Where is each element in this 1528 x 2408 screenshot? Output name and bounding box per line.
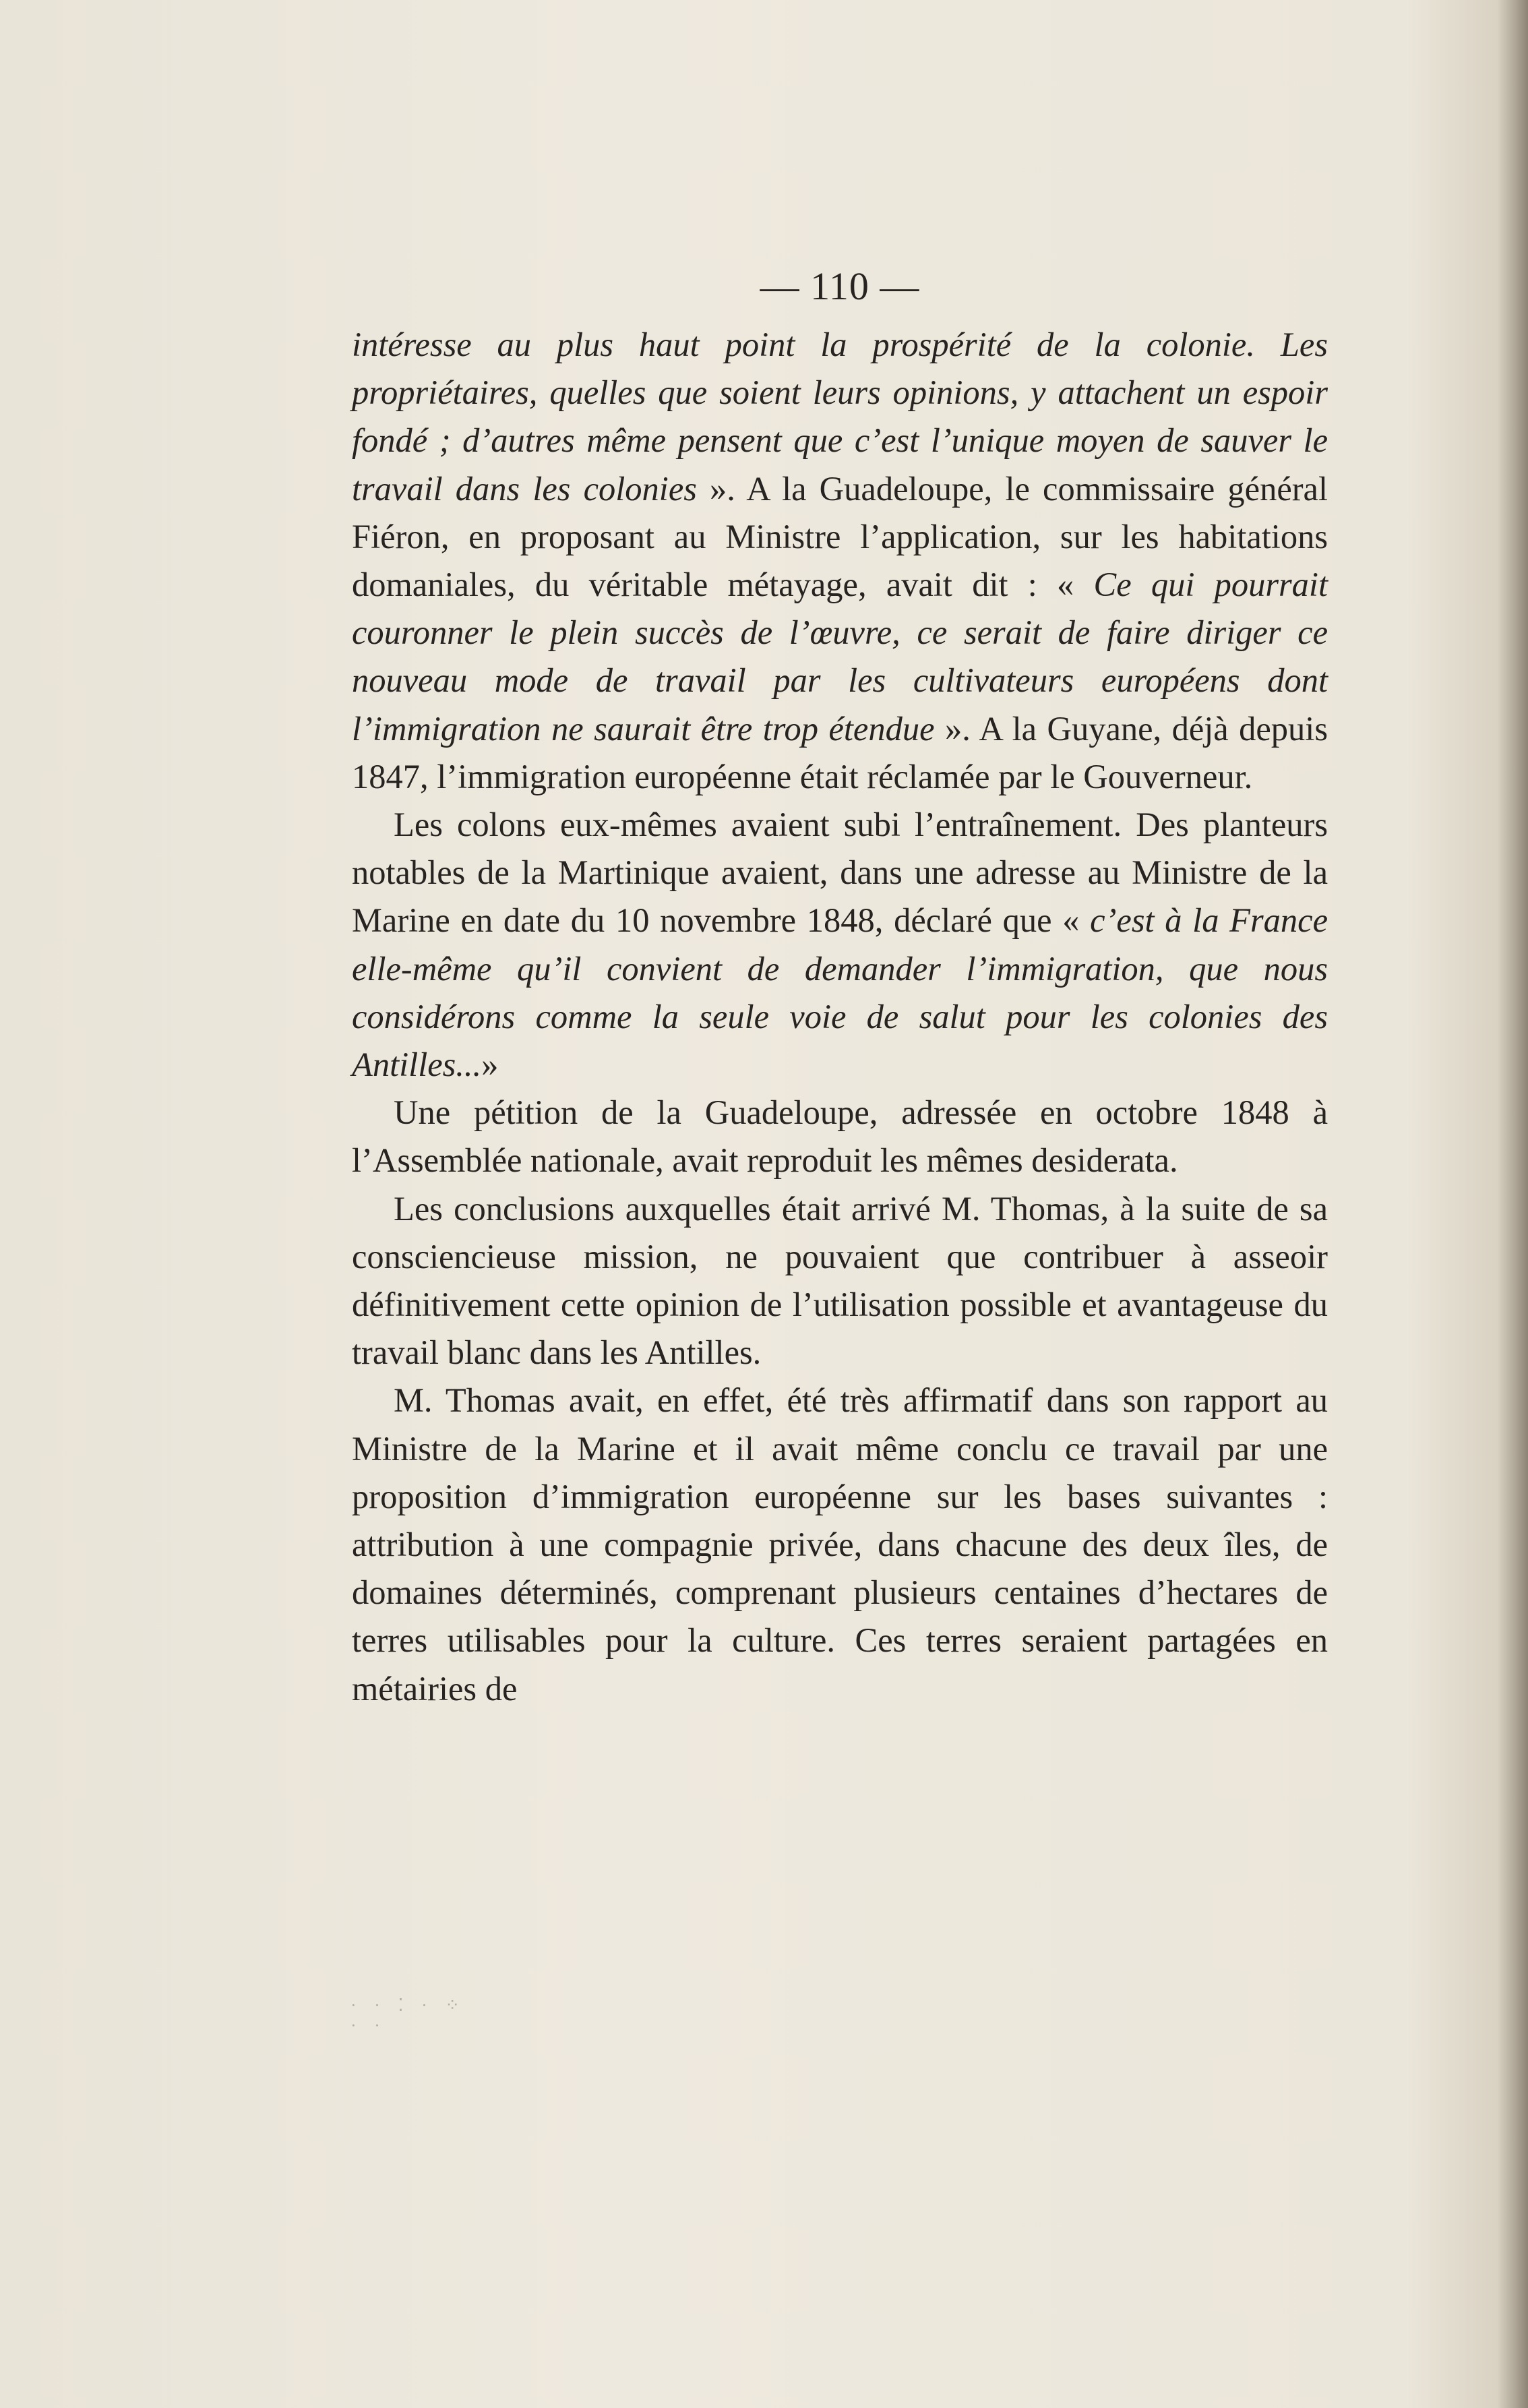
paragraph-2-segment-2: c’est à la France elle-même qu’il convient de demander l’immigration, que nous considérons comme la seule voie de salut pour les colonies des Antilles...: [352, 901, 1328, 1084]
paragraph-2: [352, 801, 1328, 1089]
paper-specks: · · ⁚ · ⁘ · ·: [350, 1995, 467, 2035]
paragraph-1-segment-1: intéresse au plus haut point la prospérité de la colonie. Les propriétaires, quelles que soient leurs opinions, y attachent un espoir fondé ; d’autres même pensent que c’est l’unique moyen de sauver le travail dans les colonies: [352, 326, 1328, 508]
paragraph-3-segment-1: Une pétition de la Guadeloupe, adressée en octobre 1848 à l’Assemblée nationale, avait reproduit les mêmes desiderata.: [352, 1093, 1328, 1180]
paragraph-5: [352, 1377, 1328, 1712]
paragraph-2-segment-1: Les colons eux-mêmes avaient subi l’entraînement. Des planteurs notables de la Martinique avaient, dans une adresse au Ministre de la Marine en date du 10 novembre 1848, déclaré que «: [352, 806, 1328, 940]
paragraph-1-segment-4: ». A la Guyane, déjà depuis 1847, l’immigration européenne était réclamée par le Gouverneur.: [352, 709, 1328, 795]
paragraph-1-segment-2: ». A la Guadeloupe, le commissaire général Fiéron, en proposant au Ministre l’application, sur les habitations domaniales, du véritable métayage, avait dit : «: [352, 469, 1328, 604]
page-edge-shadow: [1497, 0, 1528, 2408]
paragraph-1-segment-3: Ce qui pourrait couronner le plein succès de l’œuvre, ce serait de faire diriger ce nouveau mode de travail par les cultivateurs européens dont l’immigration ne saurait être trop étendue: [352, 566, 1328, 748]
paragraph-4: [352, 1185, 1328, 1377]
text-block: [352, 256, 1328, 1713]
page-number: — 110 —: [760, 264, 920, 308]
paragraph-2-segment-3: »: [481, 1046, 499, 1084]
paragraph-5-segment-1: M. Thomas avait, en effet, été très affirmatif dans son rapport au Ministre de la Marine et il avait même conclu ce travail par une proposition d’immigration européenne sur les bases suivantes : attribution à une compagnie privée, dans chacune des deux îles, de domaines déterminés, comprenant plusieurs centaines d’hectares de terres utilisables pour la culture. Ces terres seraient partagées en métairies de: [352, 1381, 1328, 1708]
paragraph-1: [352, 321, 1328, 801]
paragraph-4-segment-1: Les conclusions auxquelles était arrivé M. Thomas, à la suite de sa consciencieuse mission, ne pouvaient que contribuer à asseoir définitivement cette opinion de l’utilisation possible et avantageuse du travail blanc dans les Antilles.: [352, 1189, 1328, 1372]
paragraph-3: [352, 1089, 1328, 1184]
